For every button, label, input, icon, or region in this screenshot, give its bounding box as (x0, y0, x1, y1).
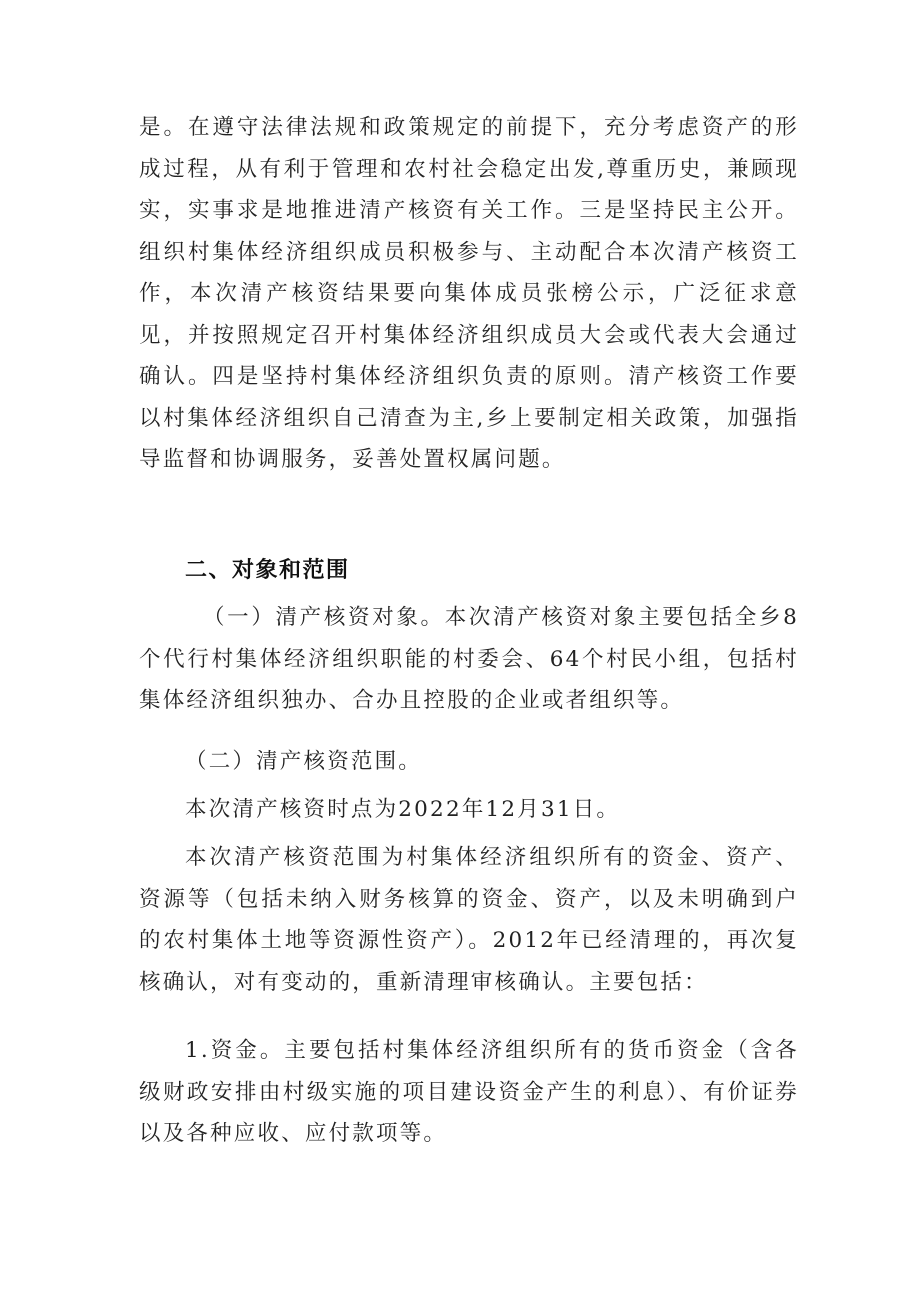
section-heading-objects-and-scope: 二、对象和范围 (185, 558, 350, 583)
paragraph-inventory-scope: 本次清产核资范围为村集体经济组织所有的资金、资产、资源等（包括未纳入财务核算的资金、资产，以及未明确到户的农村集体土地等资源性资产）。2012年已经清理的，再次复核确认，对有变动的，重新清理审核确认。主要包括： (139, 845, 799, 995)
paragraph-principles: 是。在遵守法律法规和政策规定的前提下，充分考虑资产的形成过程，从有利于管理和农村社会稳定出发,尊重历史，兼顾现实，实事求是地推进清产核资有关工作。三是坚持民主公开。组织村集体经济组织成员积极参与、主动配合本次清产核资工作，本次清产核资结果要向集体成员张榜公示，广泛征求意见，并按照规定召开村集体经济组织成员大会或代表大会通过确认。四是坚持村集体经济组织负责的原则。清产核资工作要以村集体经济组织自己清查为主,乡上要制定相关政策，加强指导监督和协调服务，妥善处置权属问题。 (139, 115, 799, 472)
paragraph-inventory-time-point: 本次清产核资时点为2022年12月31日。 (185, 797, 621, 822)
list-item-funds: 1.资金。主要包括村集体经济组织所有的货币资金（含各级财政安排由村级实施的项目建设资金产生的利息）、有价证券以及各种应收、应付款项等。 (139, 1038, 799, 1146)
paragraph-inventory-objects: （一）清产核资对象。本次清产核资对象主要包括全乡8个代行村集体经济组织职能的村委会、64个村民小组，包括村集体经济组织独办、合办且控股的企业或者组织等。 (139, 605, 799, 713)
subsection-heading-inventory-scope: （二）清产核资范围。 (185, 749, 423, 774)
